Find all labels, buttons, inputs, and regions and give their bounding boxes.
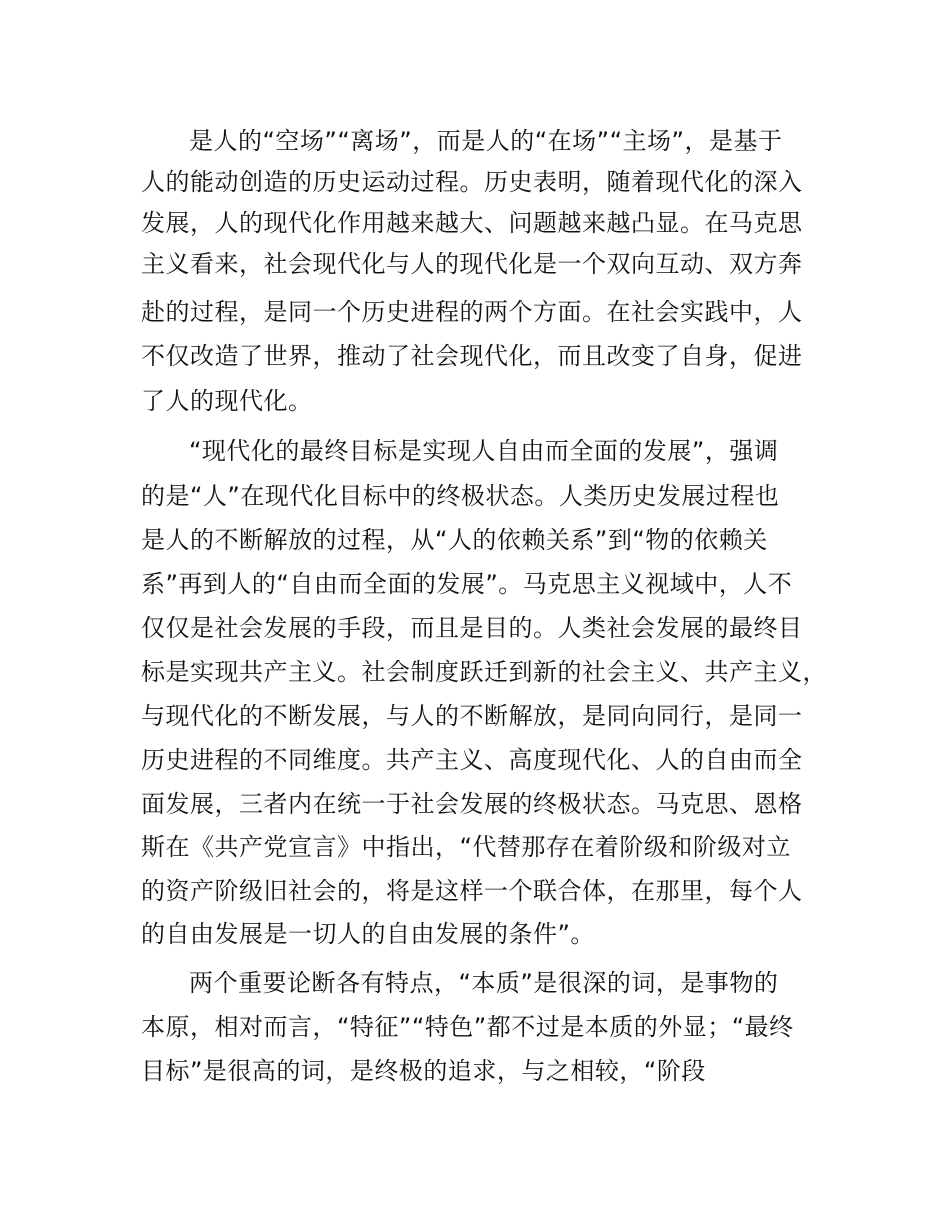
text-line: 赴的过程，是同一个历史进程的两个方面。在社会实践中，人 [141, 298, 803, 326]
text-line: 目标”是很高的词，是终极的追求，与之相较，“阶段 [141, 1057, 706, 1085]
text-line: 本原，相对而言，“特征”“特色”都不过是本质的外显；“最终 [141, 1013, 794, 1041]
text-line: 仅仅是社会发展的手段，而且是目的。人类社会发展的最终目 [141, 614, 803, 642]
text-line: 的自由发展是一切人的自由发展的条件”。 [141, 920, 595, 948]
text-line: 系”再到人的“自由而全面的发展”。马克思主义视域中，人不 [141, 570, 793, 598]
text-line: 的资产阶级旧社会的，将是这样一个联合体，在那里，每个人 [141, 877, 803, 905]
text-line: 的是“人”在现代化目标中的终极状态。人类历史发展过程也 [141, 482, 780, 510]
text-line: 主义看来，社会现代化与人的现代化是一个双向互动、双方奔 [141, 250, 803, 278]
text-line: 人的能动创造的历史运动过程。历史表明，随着现代化的深入 [141, 168, 803, 196]
text-line: “现代化的最终目标是实现人自由而全面的发展”，强调 [189, 437, 779, 465]
text-line: 斯在《共产党宣言》中指出，“代替那存在着阶级和阶级对立 [141, 833, 791, 861]
text-line: 与现代化的不断发展，与人的不断解放，是同向同行，是同一 [141, 702, 803, 730]
text-line: 不仅改造了世界，推动了社会现代化，而且改变了自身，促进 [141, 342, 803, 370]
text-line: 面发展，三者内在统一于社会发展的终极状态。马克思、恩格 [141, 790, 803, 818]
text-line: 是人的不断解放的过程，从“人的依赖关系”到“物的依赖关 [141, 526, 768, 554]
text-line: 发展，人的现代化作用越来越大、问题越来越凸显。在马克思 [141, 209, 803, 237]
text-line: 了人的现代化。 [141, 387, 313, 415]
text-line: 两个重要论断各有特点，“本质”是很深的词，是事物的 [189, 969, 779, 997]
text-line: 标是实现共产主义。社会制度跃迁到新的社会主义、共产主义， [141, 658, 827, 686]
text-line: 是人的“空场”“离场”，而是人的“在场”“主场”，是基于 [189, 127, 783, 155]
text-line: 历史进程的不同维度。共产主义、高度现代化、人的自由而全 [141, 746, 803, 774]
